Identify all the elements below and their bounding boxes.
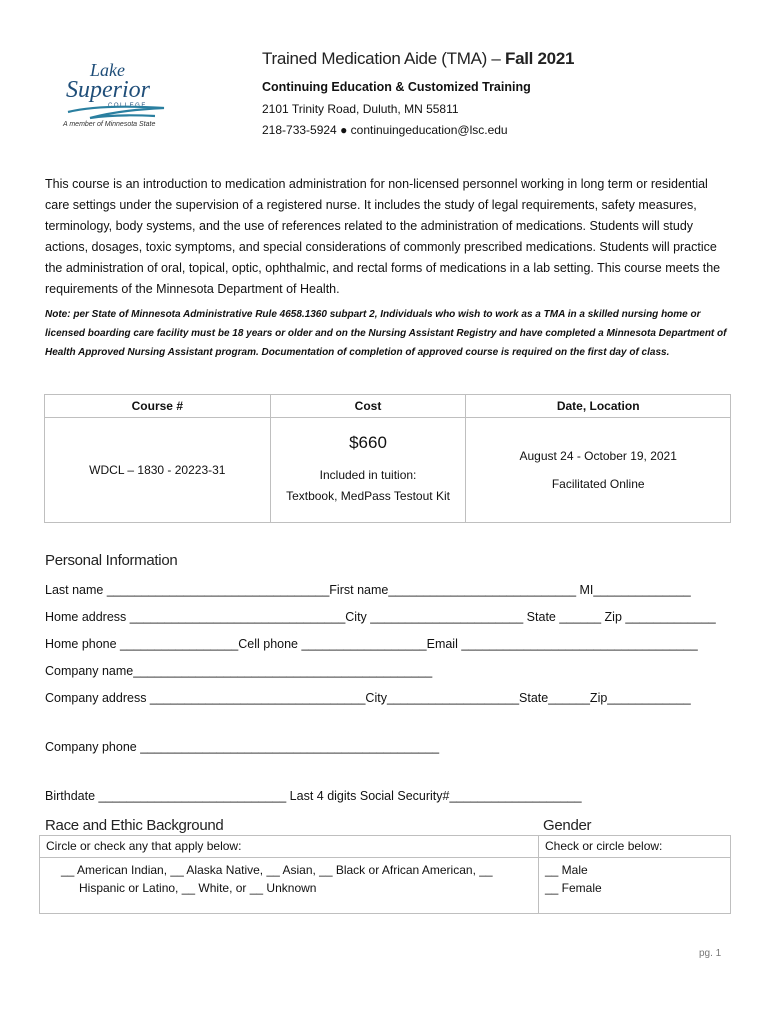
title-season: Fall 2021 xyxy=(505,49,575,68)
personal-info-heading: Personal Information xyxy=(45,552,178,569)
date-location-cell xyxy=(466,418,731,523)
company-phone-field[interactable]: Company phone ___________________________________________ xyxy=(45,740,440,754)
cost-amount: $660 xyxy=(349,433,387,452)
cost-included-items: Textbook, MedPass Testout Kit xyxy=(286,489,450,503)
header-date-location: Date, Location xyxy=(466,395,731,418)
cost-cell xyxy=(270,418,466,523)
company-name-field[interactable]: Company name___________________________________________ xyxy=(45,664,433,678)
course-dates: August 24 - October 19, 2021 xyxy=(519,449,677,463)
race-options-line-1[interactable]: __ American Indian, __ Alaska Native, __ Asian, __ Black or African American, __ xyxy=(61,863,493,877)
gender-option-female[interactable]: __ Female xyxy=(545,881,602,895)
address: 2101 Trinity Road, Duluth, MN 55811 xyxy=(262,102,459,116)
home-address-fields[interactable]: Home address _______________________________City ______________________ State ______ Zip _____________ xyxy=(45,610,716,624)
race-heading: Race and Ethic Background xyxy=(45,817,224,834)
course-table xyxy=(44,394,731,523)
contact-info: 218-733-5924 ● continuingeducation@lsc.edu xyxy=(262,123,508,137)
birthdate-ssn-fields[interactable]: Birthdate ___________________________ Last 4 digits Social Security#___________________ xyxy=(45,789,582,803)
gender-heading: Gender xyxy=(543,817,592,834)
table-row xyxy=(45,418,731,523)
company-address-fields[interactable]: Company address _______________________________City___________________State______Zip____________ xyxy=(45,691,691,705)
race-options-line-2[interactable]: Hispanic or Latino, __ White, or __ Unknown xyxy=(79,881,317,895)
logo-tagline: A member of Minnesota State xyxy=(63,121,156,128)
name-fields[interactable]: Last name ________________________________First name___________________________ MI______________ xyxy=(45,583,691,597)
requirements-note: Note: per State of Minnesota Administrative Rule 4658.1360 subpart 2, Individuals who wish to work as a TMA in a skilled nursing home or licensed boarding care facility must be 18 years or older and on the Nursing Assistant Registry and have completed a Minnesota Department of Health Approved Nursing Assistant program. Documentation of completion of approved course is required on the first day of class. xyxy=(45,309,727,358)
course-number-cell xyxy=(45,418,271,523)
header-cost: Cost xyxy=(270,395,466,418)
cost-included-label: Included in tuition: xyxy=(319,468,417,482)
race-gender-table xyxy=(39,835,731,914)
table-header-row xyxy=(45,395,731,418)
header-course-number: Course # xyxy=(45,395,271,418)
race-gender-divider xyxy=(538,836,539,913)
course-description: This course is an introduction to medication administration for non-licensed personnel working in long term or residential care settings under the supervision of a registered nurse. It includes the study of legal requirements, safety measures, terminology, body systems, and the use of references related to the administration of medications. Students will study actions, dosages, toxic symptoms, and special considerations of commonly prescribed medications. Students will practice the administration of oral, topical, optic, ophthalmic, and rectal forms of medications in a lab setting. This course meets the requirements of the Minnesota Department of Health. xyxy=(45,177,721,296)
race-instruction: Circle or check any that apply below: xyxy=(46,839,242,853)
logo-superior: Superior xyxy=(66,77,150,103)
gender-option-male[interactable]: __ Male xyxy=(545,863,588,877)
phone-email-fields[interactable]: Home phone _________________Cell phone __________________Email __________________________________ xyxy=(45,637,698,651)
logo-college: COLLEGE xyxy=(108,103,147,109)
title-text: Trained Medication Aide (TMA) – xyxy=(262,49,505,68)
race-options xyxy=(61,861,521,897)
page-number: pg. 1 xyxy=(699,948,722,959)
logo-lake: Lake xyxy=(90,60,125,80)
gender-options xyxy=(545,861,602,897)
department-name: Continuing Education & Customized Training xyxy=(262,80,531,94)
course-number: WDCL – 1830 - 20223-31 xyxy=(89,463,226,477)
document-title xyxy=(262,49,574,69)
gender-instruction: Check or circle below: xyxy=(545,839,663,853)
course-location: Facilitated Online xyxy=(551,477,645,491)
